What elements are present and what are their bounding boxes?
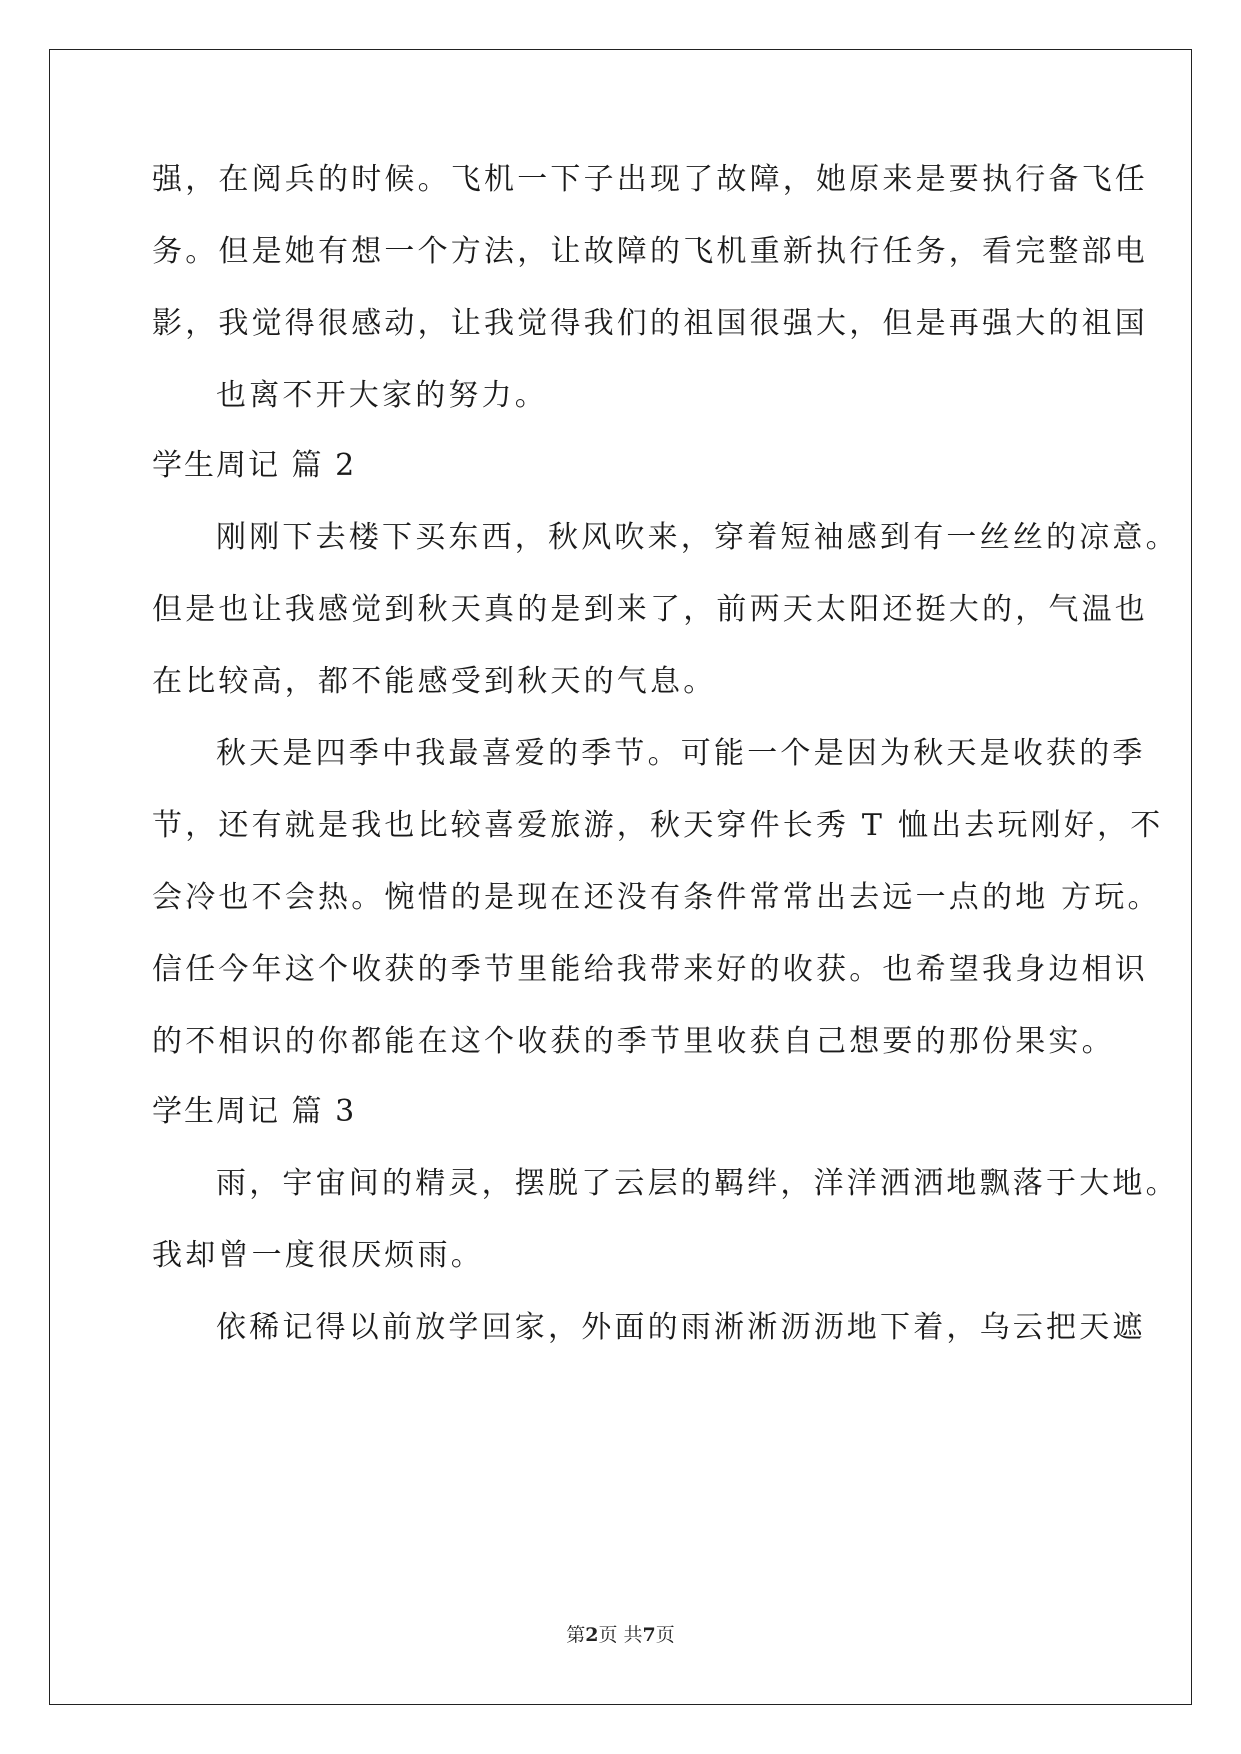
text-line: 信任今年这个收获的季节里能给我带来好的收获。也希望我身边相识 — [152, 952, 1148, 987]
text-line: 但是也让我感觉到秋天真的是到来了，前两天太阳还挺大的，气温也 — [152, 592, 1148, 627]
text-line: 强，在阅兵的时候。飞机一下子出现了故障，她原来是要执行备飞任 — [152, 162, 1148, 197]
page-footer — [0, 1620, 1241, 1647]
text-line: 刚刚下去楼下买东西，秋风吹来，穿着短袖感到有一丝丝的凉意。 — [216, 520, 1179, 555]
footer-suffix: 页 — [655, 1624, 675, 1646]
text-line: 我却曾一度很厌烦雨。 — [152, 1238, 484, 1273]
page-frame — [49, 49, 1192, 1705]
text-line: 在比较高，都不能感受到秋天的气息。 — [152, 664, 717, 699]
text-line: 务。但是她有想一个方法，让故障的飞机重新执行任务，看完整部电 — [152, 234, 1148, 269]
text-line: 依稀记得以前放学回家，外面的雨淅淅沥沥地下着，乌云把天遮 — [216, 1310, 1146, 1345]
footer-prefix: 第 — [566, 1624, 586, 1646]
text-line: 会冷也不会热。惋惜的是现在还没有条件常常出去远一点的地 方玩。 — [152, 880, 1161, 915]
section-heading-3: 学生周记 篇 3 — [152, 1094, 357, 1129]
text-line: 秋天是四季中我最喜爱的季节。可能一个是因为秋天是收获的季 — [216, 736, 1146, 771]
footer-mid: 页 共 — [598, 1624, 643, 1646]
section-heading-2: 学生周记 篇 2 — [152, 448, 357, 483]
text-line: 也离不开大家的努力。 — [216, 378, 548, 413]
text-line: 雨，宇宙间的精灵，摆脱了云层的羁绊，洋洋洒洒地飘落于大地。 — [216, 1166, 1179, 1201]
text-line: 影，我觉得很感动，让我觉得我们的祖国很强大，但是再强大的祖国 — [152, 306, 1148, 341]
current-page-number: 2 — [585, 1624, 599, 1646]
text-line: 的不相识的你都能在这个收获的季节里收获自己想要的那份果实。 — [152, 1024, 1115, 1059]
text-line: 节，还有就是我也比较喜爱旅游，秋天穿件长秀 T 恤出去玩刚好，不 — [152, 808, 1164, 843]
total-pages-number: 7 — [642, 1624, 656, 1646]
